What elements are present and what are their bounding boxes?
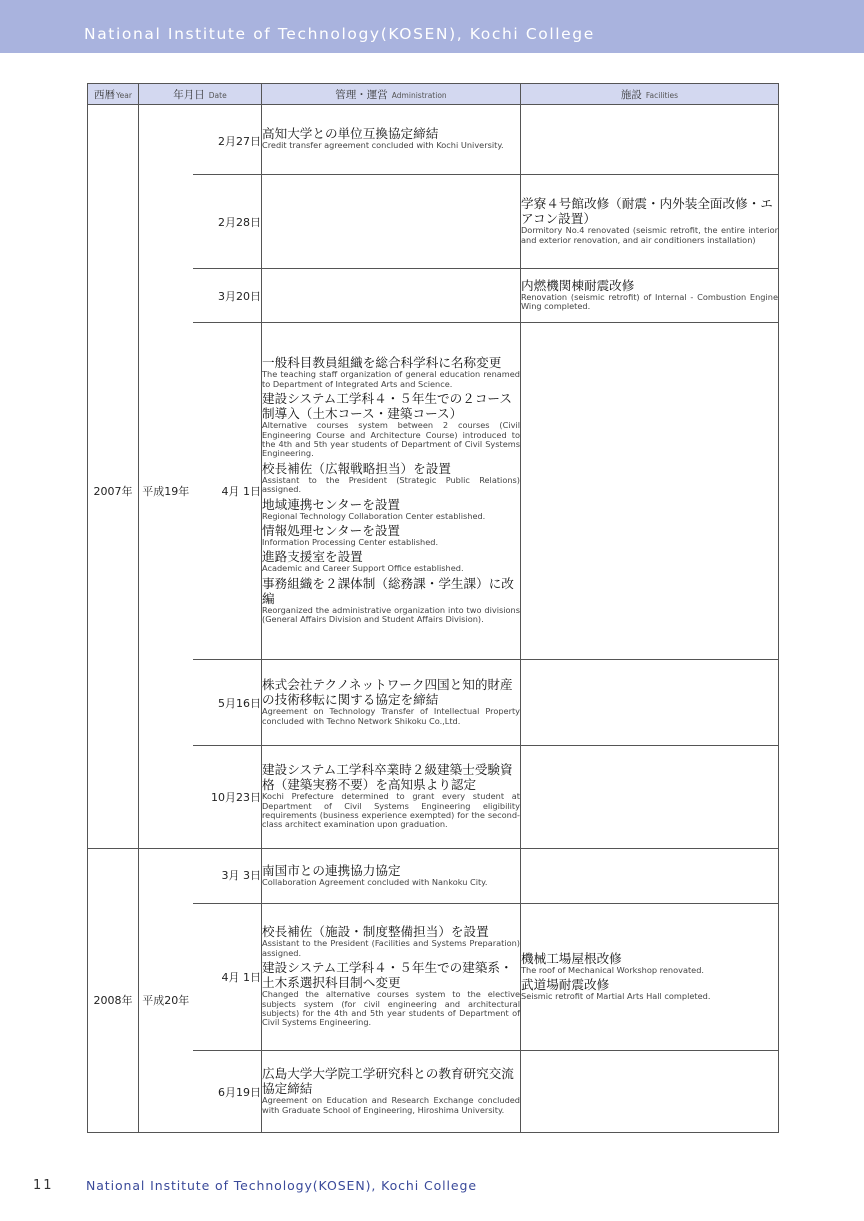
year-value: 2008年 bbox=[93, 993, 133, 1007]
header-facilities: 施設 Facilities bbox=[521, 84, 779, 105]
date-cell: 2月27日 bbox=[193, 105, 262, 175]
entry-title-ja: 武道場耐震改修 bbox=[521, 977, 610, 992]
entry-title-ja: 株式会社テクノネットワーク四国と知的財産の技術移転に関する協定を締結 bbox=[262, 677, 513, 708]
date-cell: 3月20日 bbox=[193, 269, 262, 323]
admin-cell bbox=[262, 849, 521, 904]
date-cell: 4月 1日 bbox=[193, 323, 262, 660]
entry-desc-en: Assistant to the President (Facilities and Systems Preparation) assigned. bbox=[262, 938, 520, 958]
history-table bbox=[87, 83, 779, 1133]
entry-title-ja: 南国市との連携協力協定 bbox=[262, 862, 401, 878]
entry-desc-en: The teaching staff organization of general education renamed to Department of Integrated Arts and Science. bbox=[262, 369, 520, 389]
entry-title-ja: 校長補佐（広報戦略担当）を設置 bbox=[262, 460, 451, 476]
entry-title-ja: 地域連携センターを設置 bbox=[262, 496, 401, 512]
header-year: 西暦Year bbox=[88, 84, 139, 105]
facilities-cell bbox=[521, 746, 779, 849]
entry-desc-en: Seismic retrofit of Martial Arts Hall completed. bbox=[521, 991, 711, 1001]
entry-desc-en: Dormitory No.4 renovated (seismic retrofit, the entire interior and exterior renovation, and air conditioners installation) bbox=[521, 225, 778, 245]
entry-title-ja: 建設システム工学科卒業時２級建築士受験資格（建築実務不要）を高知県より認定 bbox=[262, 762, 513, 793]
facilities-cell bbox=[521, 175, 779, 269]
header-title: National Institute of Technology(KOSEN), Kochi College bbox=[84, 25, 595, 43]
era-value: 平成19年 bbox=[142, 484, 190, 498]
entry-title-ja: 機械工場屋根改修 bbox=[521, 950, 622, 966]
entry-desc-en: Agreement on Technology Transfer of Intellectual Property concluded with Techno Network Shikoku Co.,Ltd. bbox=[262, 706, 520, 726]
facilities-cell bbox=[521, 904, 779, 1051]
entry-title-ja: 高知大学との単位互換協定締結 bbox=[262, 126, 439, 142]
header-admin: 管理・運営 Administration bbox=[262, 84, 521, 105]
entry-desc-en: Agreement on Education and Research Exchange concluded with Graduate School of Engineering, Hiroshima University. bbox=[262, 1095, 520, 1115]
entry-desc-en: Collaboration Agreement concluded with Nankoku City. bbox=[262, 876, 488, 887]
table-header-row bbox=[88, 84, 779, 105]
admin-cell bbox=[262, 1051, 521, 1133]
entry-desc-en: Alternative courses system between 2 courses (Civil Engineering Course and Architecture Course) introduced to the 4th and 5th year students of Department of Civil Systems Engineering. bbox=[262, 420, 520, 459]
era-cell bbox=[139, 105, 193, 849]
date-cell: 2月28日 bbox=[193, 175, 262, 269]
year-cell bbox=[88, 849, 139, 1133]
entry-title-ja: 建設システム工学科４・５年生での建築系・土木系選択科目制へ変更 bbox=[262, 960, 513, 991]
facilities-cell bbox=[521, 323, 779, 660]
header-date: 年月日 Date bbox=[139, 84, 262, 105]
page-number: 11 bbox=[33, 1178, 54, 1193]
entry-desc-en: The roof of Mechanical Workshop renovated. bbox=[521, 964, 705, 975]
entry-desc-en: Credit transfer agreement concluded with Kochi University. bbox=[262, 140, 504, 151]
entry-desc-en: Information Processing Center established. bbox=[262, 537, 439, 548]
admin-cell bbox=[262, 269, 521, 323]
entry-title-ja: 情報処理センターを設置 bbox=[262, 523, 401, 539]
date-cell: 4月 1日 bbox=[193, 904, 262, 1051]
entry-desc-en: Assistant to the President (Strategic Public Relations) assigned. bbox=[262, 474, 520, 495]
entry-title-ja: 建設システム工学科４・５年生での２コース制導入（土木コース・建築コース） bbox=[262, 391, 512, 422]
table-row bbox=[88, 849, 779, 904]
entry-desc-en: Reorganized the administrative organization into two divisions (General Affairs Division and Student Affairs Division). bbox=[262, 604, 520, 625]
admin-cell bbox=[262, 323, 521, 660]
year-value: 2007年 bbox=[93, 484, 133, 498]
entry-title-ja: 一般科目教員組織を総合科学科に名称変更 bbox=[262, 355, 502, 371]
date-cell: 5月16日 bbox=[193, 660, 262, 746]
admin-cell bbox=[262, 904, 521, 1051]
entry-desc-en: Academic and Career Support Office established. bbox=[262, 563, 464, 574]
entry-desc-en: Renovation (seismic retrofit) of Internal - Combustion Engine Wing completed. bbox=[521, 291, 778, 311]
facilities-cell bbox=[521, 849, 779, 904]
entry-title-ja: 広島大学大学院工学研究科との教育研究交流協定締結 bbox=[262, 1066, 514, 1097]
entry-title-ja: 事務組織を２課体制（総務課・学生課）に改編 bbox=[262, 575, 514, 606]
entry-title-ja: 内燃機関棟耐震改修 bbox=[521, 277, 635, 293]
admin-cell bbox=[262, 175, 521, 269]
entry-desc-en: Kochi Prefecture determined to grant every student at Department of Civil Systems Engineering eligibility requirements (business experience exempted) for the second-class architect examination upon graduation. bbox=[262, 791, 520, 830]
facilities-cell bbox=[521, 1051, 779, 1133]
header-banner bbox=[0, 0, 864, 53]
admin-cell bbox=[262, 105, 521, 175]
entry-title-ja: 校長補佐（施設・制度整備担当）を設置 bbox=[262, 924, 489, 940]
era-value: 平成20年 bbox=[142, 993, 190, 1007]
facilities-cell bbox=[521, 660, 779, 746]
entry-desc-en: Regional Technology Collaboration Center established. bbox=[262, 510, 486, 521]
facilities-cell bbox=[521, 269, 779, 323]
facilities-cell bbox=[521, 105, 779, 175]
entry-desc-en: Changed the alternative courses system to the elective subjects system (for civil engineering and architectural subjects) for the 4th and 5th year students of Department of Civil Systems Engineering. bbox=[262, 989, 520, 1028]
footer-title: National Institute of Technology(KOSEN), Kochi College bbox=[86, 1178, 477, 1193]
admin-cell bbox=[262, 746, 521, 849]
date-cell: 3月 3日 bbox=[193, 849, 262, 904]
entry-title-ja: 進路支援室を設置 bbox=[262, 549, 363, 565]
era-cell bbox=[139, 849, 193, 1133]
entry-title-ja: 学寮４号館改修（耐震・内外装全面改修・エアコン設置） bbox=[521, 196, 773, 227]
table-row bbox=[88, 105, 779, 175]
date-cell: 10月23日 bbox=[193, 746, 262, 849]
admin-cell bbox=[262, 660, 521, 746]
year-cell bbox=[88, 105, 139, 849]
date-cell: 6月19日 bbox=[193, 1051, 262, 1133]
